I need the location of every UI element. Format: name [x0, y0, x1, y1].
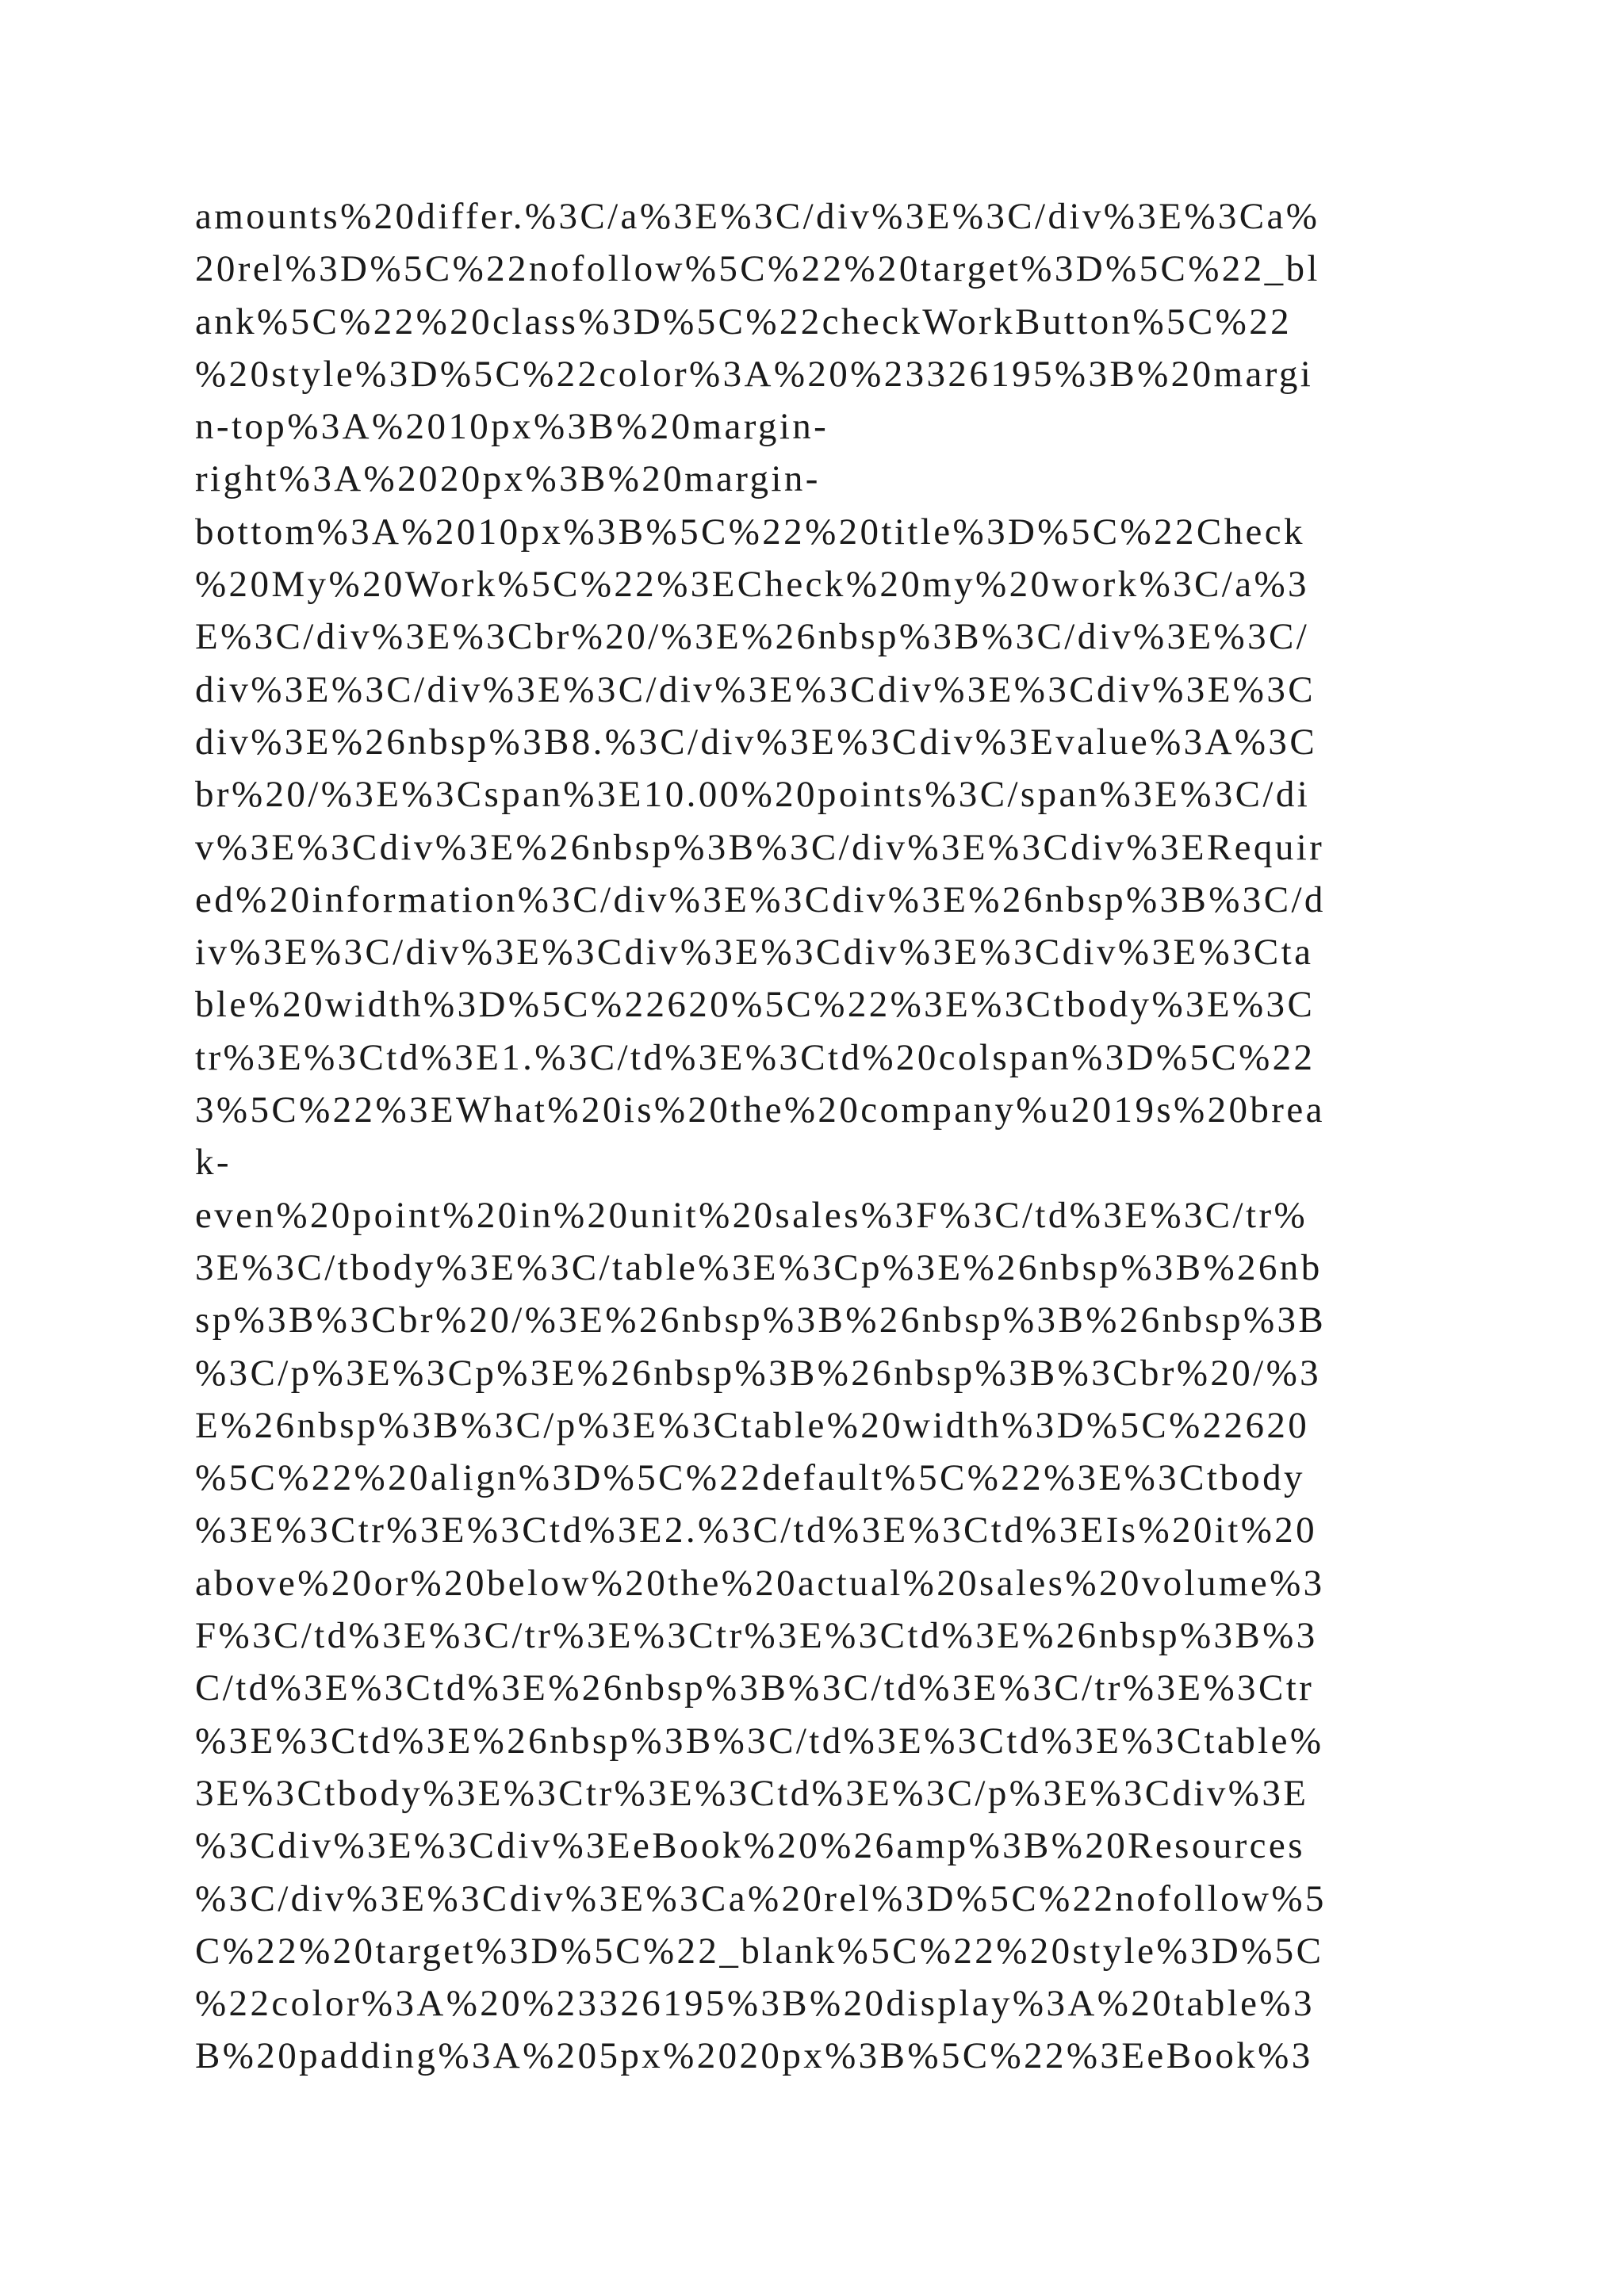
text-line: right%3A%2020px%3B%20margin- — [195, 458, 821, 500]
text-line: %22color%3A%20%23326195%3B%20display%3A%20table%3 — [195, 1983, 1315, 2025]
text-line: even%20point%20in%20unit%20sales%3F%3C/td%3E%3C/tr% — [195, 1194, 1308, 1236]
text-line: amounts%20differ.%3C/a%3E%3C/div%3E%3C/div%3E%3Ca% — [195, 196, 1320, 237]
text-line: %3Cdiv%3E%3Cdiv%3EeBook%20%26amp%3B%20Resources — [195, 1825, 1305, 1867]
text-line: div%3E%3C/div%3E%3C/div%3E%3Cdiv%3E%3Cdiv%3E%3C — [195, 668, 1316, 710]
text-line: %20My%20Work%5C%22%3ECheck%20my%20work%3C/a%3 — [195, 564, 1309, 606]
text-line: 3E%3C/tbody%3E%3C/table%3E%3Cp%3E%26nbsp%3B%26nb — [195, 1246, 1323, 1288]
text-line: iv%3E%3C/div%3E%3Cdiv%3E%3Cdiv%3E%3Cdiv%3E%3Cta — [195, 932, 1314, 974]
text-line: tr%3E%3Ctd%3E1.%3C/td%3E%3Ctd%20colspan%3D%5C%22 — [195, 1036, 1316, 1078]
text-line: sp%3B%3Cbr%20/%3E%26nbsp%3B%26nbsp%3B%26nbsp%3B — [195, 1299, 1327, 1341]
text-line: C%22%20target%3D%5C%22_blank%5C%22%20style%3D%5C — [195, 1930, 1324, 1972]
text-line: v%3E%3Cdiv%3E%26nbsp%3B%3C/div%3E%3Cdiv%3ERequir — [195, 826, 1325, 868]
text-line: div%3E%26nbsp%3B8.%3C/div%3E%3Cdiv%3Evalue%3A%3C — [195, 721, 1318, 763]
text-line: F%3C/td%3E%3C/tr%3E%3Ctr%3E%3Ctd%3E%26nbsp%3B%3 — [195, 1615, 1318, 1657]
text-line: above%20or%20below%20the%20actual%20sales%20volume%3 — [195, 1562, 1325, 1604]
text-line: br%20/%3E%3Cspan%3E10.00%20points%3C/span%3E%3C/di — [195, 774, 1311, 816]
text-line: E%3C/div%3E%3Cbr%20/%3E%26nbsp%3B%3C/div%3E%3C/ — [195, 616, 1310, 658]
encoded-text-body — [195, 190, 1448, 2083]
text-line: 3%5C%22%3EWhat%20is%20the%20company%u2019s%20brea — [195, 1089, 1325, 1131]
text-line: %3E%3Ctd%3E%26nbsp%3B%3C/td%3E%3Ctd%3E%3Ctable% — [195, 1720, 1324, 1762]
text-line: C/td%3E%3Ctd%3E%26nbsp%3B%3C/td%3E%3C/tr%3E%3Ctr — [195, 1667, 1315, 1709]
text-line: ble%20width%3D%5C%22620%5C%22%3E%3Ctbody%3E%3C — [195, 984, 1316, 1026]
text-line: bottom%3A%2010px%3B%5C%22%20title%3D%5C%22Check — [195, 511, 1305, 553]
text-line: ank%5C%22%20class%3D%5C%22checkWorkButton%5C%22 — [195, 300, 1293, 342]
text-line: ed%20information%3C/div%3E%3Cdiv%3E%26nbsp%3B%3C/d — [195, 878, 1326, 920]
text-line: %3C/p%3E%3Cp%3E%26nbsp%3B%26nbsp%3B%3Cbr%20/%3 — [195, 1352, 1322, 1394]
text-line: %3C/div%3E%3Cdiv%3E%3Ca%20rel%3D%5C%22nofollow%5 — [195, 1877, 1327, 1919]
text-line: n-top%3A%2010px%3B%20margin- — [195, 406, 829, 448]
text-line: 3E%3Ctbody%3E%3Ctr%3E%3Ctd%3E%3C/p%3E%3Cdiv%3E — [195, 1772, 1309, 1814]
text-line: E%26nbsp%3B%3C/p%3E%3Ctable%20width%3D%5C%22620 — [195, 1404, 1310, 1446]
text-line: %20style%3D%5C%22color%3A%20%23326195%3B%20margi — [195, 353, 1314, 395]
text-line: B%20padding%3A%205px%2020px%3B%5C%22%3EeBook%3 — [195, 2035, 1313, 2077]
text-line: 20rel%3D%5C%22nofollow%5C%22%20target%3D%5C%22_bl — [195, 248, 1320, 290]
text-line: k- — [195, 1142, 232, 1184]
text-line: %5C%22%20align%3D%5C%22default%5C%22%3E%3Ctbody — [195, 1457, 1305, 1499]
text-line: %3E%3Ctr%3E%3Ctd%3E2.%3C/td%3E%3Ctd%3EIs%20it%20 — [195, 1510, 1318, 1552]
